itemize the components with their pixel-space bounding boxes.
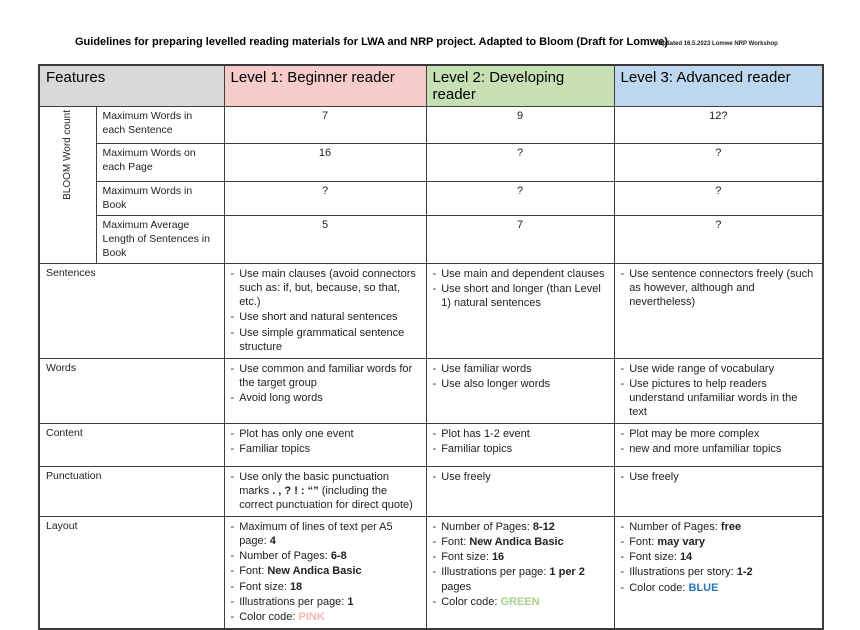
feature-cell-level3 (614, 423, 823, 466)
bullet-item: - Number of Pages: free (620, 521, 742, 534)
bullet-item: - Use wide range of vocabulary (620, 362, 775, 375)
bullet-item: - Use main clauses (avoid connectors such as: if, but, because, so that, etc.) (230, 268, 416, 309)
word-count-row (39, 216, 823, 264)
header-cell-level3: Level 3: Advanced reader (614, 65, 823, 107)
feature-cell-level2 (426, 466, 614, 516)
feature-label: Punctuation (39, 466, 224, 516)
header-cell-level1: Level 1: Beginner reader (224, 65, 426, 107)
table-header-row (39, 65, 823, 107)
bloom-word-count-label: BLOOM Word count (62, 110, 74, 200)
bullet-item: - Use short and natural sentences (230, 311, 398, 324)
feature-cell-level2 (426, 517, 614, 629)
bullet-item: - Maximum of lines of text per A5 page: 4 (230, 521, 393, 548)
bullet-item: - Font size: 16 (432, 551, 505, 564)
header-cell-features: Features (39, 65, 224, 107)
bullet-item: - Number of Pages: 6-8 (230, 550, 347, 563)
feature-cell-level1 (224, 466, 426, 516)
bullet-item: - Use short and longer (than Level 1) natural sentences (432, 283, 601, 310)
bullet-item: - Plot has only one event (230, 427, 354, 440)
bloom-word-count-group-cell (39, 107, 96, 264)
bullet-item: - Use familiar words (432, 362, 532, 375)
feature-cell-level1 (224, 423, 426, 466)
word-count-value-level2: ? (426, 144, 614, 182)
word-count-value-level1: 16 (224, 144, 426, 182)
feature-cell-level1 (224, 358, 426, 423)
bullet-item: - Use freely (620, 470, 679, 483)
word-count-value-level2: 9 (426, 107, 614, 144)
bullet-item: - Color code: GREEN (432, 595, 540, 608)
feature-cell-level3 (614, 358, 823, 423)
bullet-item: - Plot has 1-2 event (432, 427, 530, 440)
bullet-item: - Font: New Andica Basic (432, 536, 564, 549)
feature-label: Content (39, 423, 224, 466)
bullet-item: - Font: New Andica Basic (230, 565, 362, 578)
feature-cell-level2 (426, 423, 614, 466)
bullet-item: - Use pictures to help readers understand unfamiliar words in the text (620, 377, 798, 418)
bullet-item: - Use simple grammatical sentence structure (230, 326, 405, 353)
word-count-value-level1: ? (224, 182, 426, 216)
bullet-item: - Plot may be more complex (620, 427, 760, 440)
word-count-row (39, 182, 823, 216)
feature-row-punctuation (39, 466, 823, 516)
bullet-item: - Illustrations per page: 1 per 2 pages (432, 566, 585, 593)
updated-note: Updated 16.5.2023 Lomwe NRP Workshop (658, 41, 778, 47)
bullet-item: - Use also longer words (432, 377, 551, 390)
word-count-value-level3: ? (614, 182, 823, 216)
feature-cell-level2 (426, 358, 614, 423)
bullet-item: - Illustrations per page: 1 (230, 595, 354, 608)
feature-label: Layout (39, 517, 224, 629)
bullet-item: - Color code: BLUE (620, 581, 719, 594)
bullet-item: - Use common and familiar words for the target group (230, 362, 413, 389)
feature-cell-level3 (614, 466, 823, 516)
bullet-item: - Familiar topics (230, 443, 311, 456)
word-count-value-level3: ? (614, 144, 823, 182)
bullet-item: - new and more unfamiliar topics (620, 443, 782, 456)
word-count-value-level3: 12? (614, 107, 823, 144)
header-cell-level2: Level 2: Developing reader (426, 65, 614, 107)
bullet-item: - Use sentence connectors freely (such as however, although and nevertheless) (620, 268, 814, 309)
bullet-item: - Use main and dependent clauses (432, 268, 605, 281)
bullet-item: - Use only the basic punctuation marks . , ? ! : “” (including the correct punctuation for direct quote) (230, 470, 413, 512)
bullet-item: - Color code: PINK (230, 610, 325, 623)
word-count-metric-label: Maximum Words in each Sentence (96, 107, 224, 144)
feature-row-content (39, 423, 823, 466)
feature-row-words (39, 358, 823, 423)
document-title: Guidelines for preparing levelled reading materials for LWA and NRP project. Adapted to Bloom (Draft for Lomwe) (75, 36, 669, 48)
word-count-value-level1: 7 (224, 107, 426, 144)
feature-row-layout (39, 517, 823, 629)
word-count-metric-label: Maximum Words on each Page (96, 144, 224, 182)
word-count-value-level2: ? (426, 182, 614, 216)
feature-row-sentences (39, 264, 823, 358)
bullet-item: - Font: may vary (620, 536, 706, 549)
word-count-value-level1: 5 (224, 216, 426, 264)
bullet-item: - Familiar topics (432, 443, 513, 456)
word-count-row (39, 107, 823, 144)
word-count-value-level3: ? (614, 216, 823, 264)
feature-cell-level3 (614, 517, 823, 629)
word-count-metric-label: Maximum Average Length of Sentences in Book (96, 216, 224, 264)
feature-cell-level1 (224, 264, 426, 358)
feature-cell-level2 (426, 264, 614, 358)
feature-cell-level3 (614, 264, 823, 358)
word-count-value-level2: 7 (426, 216, 614, 264)
feature-label: Words (39, 358, 224, 423)
bullet-item: - Font size: 18 (230, 580, 303, 593)
bullet-item: - Use freely (432, 470, 491, 483)
word-count-row (39, 144, 823, 182)
word-count-metric-label: Maximum Words in Book (96, 182, 224, 216)
bullet-item: - Avoid long words (230, 391, 323, 404)
document-header (0, 0, 860, 64)
feature-cell-level1 (224, 517, 426, 629)
guidelines-table (38, 64, 824, 630)
bullet-item: - Font size: 14 (620, 551, 693, 564)
bullet-item: - Number of Pages: 8-12 (432, 521, 555, 534)
bullet-item: - Illustrations per story: 1-2 (620, 566, 753, 579)
feature-label: Sentences (39, 264, 224, 358)
